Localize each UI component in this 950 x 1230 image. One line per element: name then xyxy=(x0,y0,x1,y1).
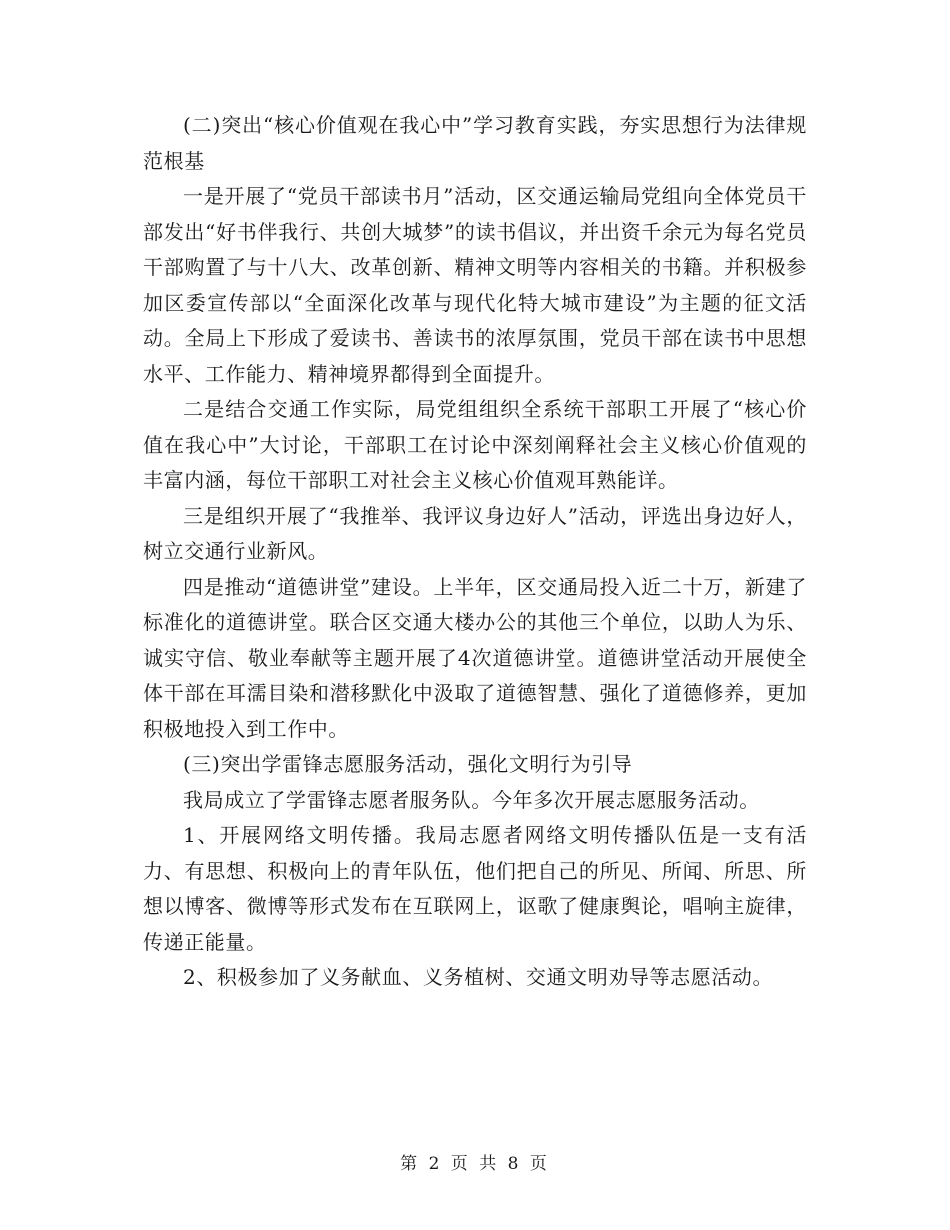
document-body xyxy=(143,108,807,996)
paragraph-moral-lecture-hall: 四是推动“道德讲堂”建设。上半年，区交通局投入近二十万，新建了标准化的道德讲堂。联合区交通大楼办公的其他三个单位，以助人为乐、诚实守信、敬业奉献等主题开展了4次道德讲堂。道德讲堂活动开展使全体干部在耳濡目染和潜移默化中汲取了道德智慧、强化了道德修养，更加积极地投入到工作中。 xyxy=(143,574,807,741)
section-heading-3: (三)突出学雷锋志愿服务活动，强化文明行为引导 xyxy=(183,752,633,776)
paragraph-volunteer-activities: 2、积极参加了义务献血、义务植树、交通文明劝导等志愿活动。 xyxy=(183,965,774,989)
section-heading-2: (二)突出“核心价值观在我心中”学习教育实践，夯实思想行为法律规范根基 xyxy=(143,113,807,173)
paragraph-reading-month: 一是开展了“党员干部读书月”活动，区交通运输局党组向全体党员干部发出“好书伴我行、共创大城梦”的读书倡议，并出资千余元为每名党员干部购置了与十八大、改革创新、精神文明等内容相关的书籍。并积极参加区委宣传部以“全面深化改革与现代化特大城市建设”为主题的征文活动。全局上下形成了爱读书、善读书的浓厚氛围，党员干部在读书中思想水平、工作能力、精神境界都得到全面提升。 xyxy=(143,184,807,386)
paragraph-network-civilization: 1、开展网络文明传播。我局志愿者网络文明传播队伍是一支有活力、有思想、积极向上的青年队伍，他们把自己的所见、所闻、所思、所想以博客、微博等形式发布在互联网上，讴歌了健康舆论，唱响主旋律，传递正能量。 xyxy=(143,823,807,954)
paragraph-good-people: 三是组织开展了“我推举、我评议身边好人”活动，评选出身边好人，树立交通行业新风。 xyxy=(143,503,807,563)
page-number: 第 2 页 共 8 页 xyxy=(400,1154,550,1174)
paragraph-core-values-discussion: 二是结合交通工作实际，局党组组织全系统干部职工开展了“核心价值在我心中”大讨论，干部职工在讨论中深刻阐释社会主义核心价值观的丰富内涵，每位干部职工对社会主义核心价值观耳熟能详。 xyxy=(143,397,807,492)
paragraph-volunteer-team: 我局成立了学雷锋志愿者服务队。今年多次开展志愿服务活动。 xyxy=(183,787,760,812)
